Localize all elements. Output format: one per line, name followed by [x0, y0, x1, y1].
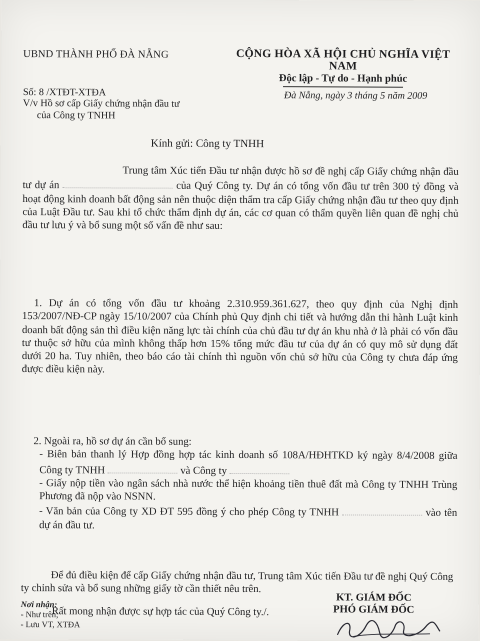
- item-2-bullet-2: - Giấy nộp tiền vào ngân sách nhà nước thể hiện khoảng tiền thuê đất mà Công ty TNHH Trùng Phương đã nộp vào NSNN.: [39, 478, 458, 503]
- item-1-text: 1. Dự án có tổng vốn đầu tư khoảng 2.310.959.361.627, theo quy định của Nghị định 153/2007/NĐ-CP ngày 15/10/2007 của Chính phủ Quy định chi tiết và hướng dẫn thi hành Luật kinh doanh bất động sản thì điều kiện năng lực tài chính của chủ đầu tư dự án khu nhà ở là phải có vốn đầu tư thuộc sở hữu của mình không thấp hơn 15% tổng mức đầu tư của dự án có quy mô sử dụng đất dưới 20 ha. Tuy nhiên, theo báo cáo tài chính thì nguồn vốn chủ sở hữu của Công ty chưa đáp ứng được điều kiện này.: [21, 298, 459, 376]
- redacted-project-name: [63, 178, 173, 189]
- recipients-header: Nơi nhận:: [20, 599, 58, 610]
- item-2-bullet-1-part-b: và Công ty: [180, 465, 227, 477]
- redacted-company-3: [342, 505, 422, 516]
- redacted-company-1: [108, 462, 178, 473]
- recipient-line-2: - Lưu VT, XTĐA: [20, 619, 81, 630]
- item-2-bullet-1-part-a: - Biên bản thanh lý Hợp đồng hợp tác kinh doanh số 108A/HĐHTKD ký ngày 8/4/2008 giữa Công ty TNHH: [39, 449, 458, 477]
- closing-regards: Rất mong nhận được sự hợp tác của Quý Công ty./.: [51, 606, 270, 619]
- nation-title: CỘNG HÒA XÃ HỘI CHỦ NGHĨA VIỆT NAM: [236, 47, 451, 73]
- issuing-authority: UBND THÀNH PHỐ ĐÀ NẴNG: [23, 49, 169, 61]
- item-2-bullet-1: [21, 448, 457, 478]
- item-2-bullet-3-part-b: vào tên dự án đầu tư.: [39, 508, 458, 532]
- subject-line-2: của Công ty TNHH: [36, 110, 116, 122]
- recipients-block: [21, 599, 81, 629]
- place-and-date: Đà Nẵng, ngày 3 tháng 5 năm 2009: [283, 90, 428, 102]
- signatory-line-1: KT. GIÁM ĐỐC: [336, 592, 412, 604]
- recipient-line-1: - Như trên;: [20, 609, 59, 620]
- document-number: Số: 8 /XTĐT-XTĐA: [22, 87, 106, 99]
- paragraph-intro-part-b: của Quý Công ty. Dự án có tổng vốn đầu tư trên 300 tỷ đồng và hoạt động kinh doanh bất động sản nên thuộc diện thẩm tra cấp Giấy chứng nhận đầu tư theo quy định của Luật Đầu tư. Sau khi tổ chức thẩm định dự án, các cơ quan có thẩm quyền liên quan đề nghị chủ đầu tư lưu ý và bổ sung một số vấn đề như sau:: [22, 181, 459, 233]
- item-2-bullet-3-part-a: - Văn bản của Công ty XD ĐT 595 đồng ý cho phép Công ty TNHH: [39, 506, 339, 519]
- document-subject: [23, 98, 213, 123]
- signatory-line-2: PHÓ GIÁM ĐỐC: [333, 604, 415, 616]
- national-motto: Độc lập - Tự do - Hạnh phúc: [278, 73, 408, 85]
- item-1-capital-requirement: [22, 297, 458, 379]
- paragraph-intro: [22, 164, 458, 234]
- item-2-bullet-3: [21, 504, 457, 534]
- paragraph-intro-part-a: Trung tâm Xúc tiến Đầu tư nhận được hồ sơ đề nghị cấp Giấy chứng nhận đầu tư dự án: [22, 165, 459, 192]
- item-2-intro: 2. Ngoài ra, hồ sơ dự án cần bổ sung:: [33, 436, 192, 448]
- signatory-title: [299, 592, 449, 617]
- motto-underline: [283, 86, 403, 88]
- redacted-company-2: [230, 463, 290, 474]
- salutation: Kính gửi: Công ty TNHH: [150, 137, 265, 151]
- closing-paragraph: Để đủ điều kiện để cấp Giấy chứng nhận đầu tư, Trung tâm Xúc tiến Đầu tư đề nghị Quý Công ty chỉnh sửa và bổ sung những giấy tờ cần thiết nêu trên.: [20, 570, 454, 596]
- item-2-additional-documents: [21, 435, 457, 534]
- national-header: [223, 48, 463, 88]
- subject-line-1: V/v Hồ sơ cấp Giấy chứng nhận đầu tư: [22, 98, 180, 110]
- handwritten-signature: [334, 616, 444, 640]
